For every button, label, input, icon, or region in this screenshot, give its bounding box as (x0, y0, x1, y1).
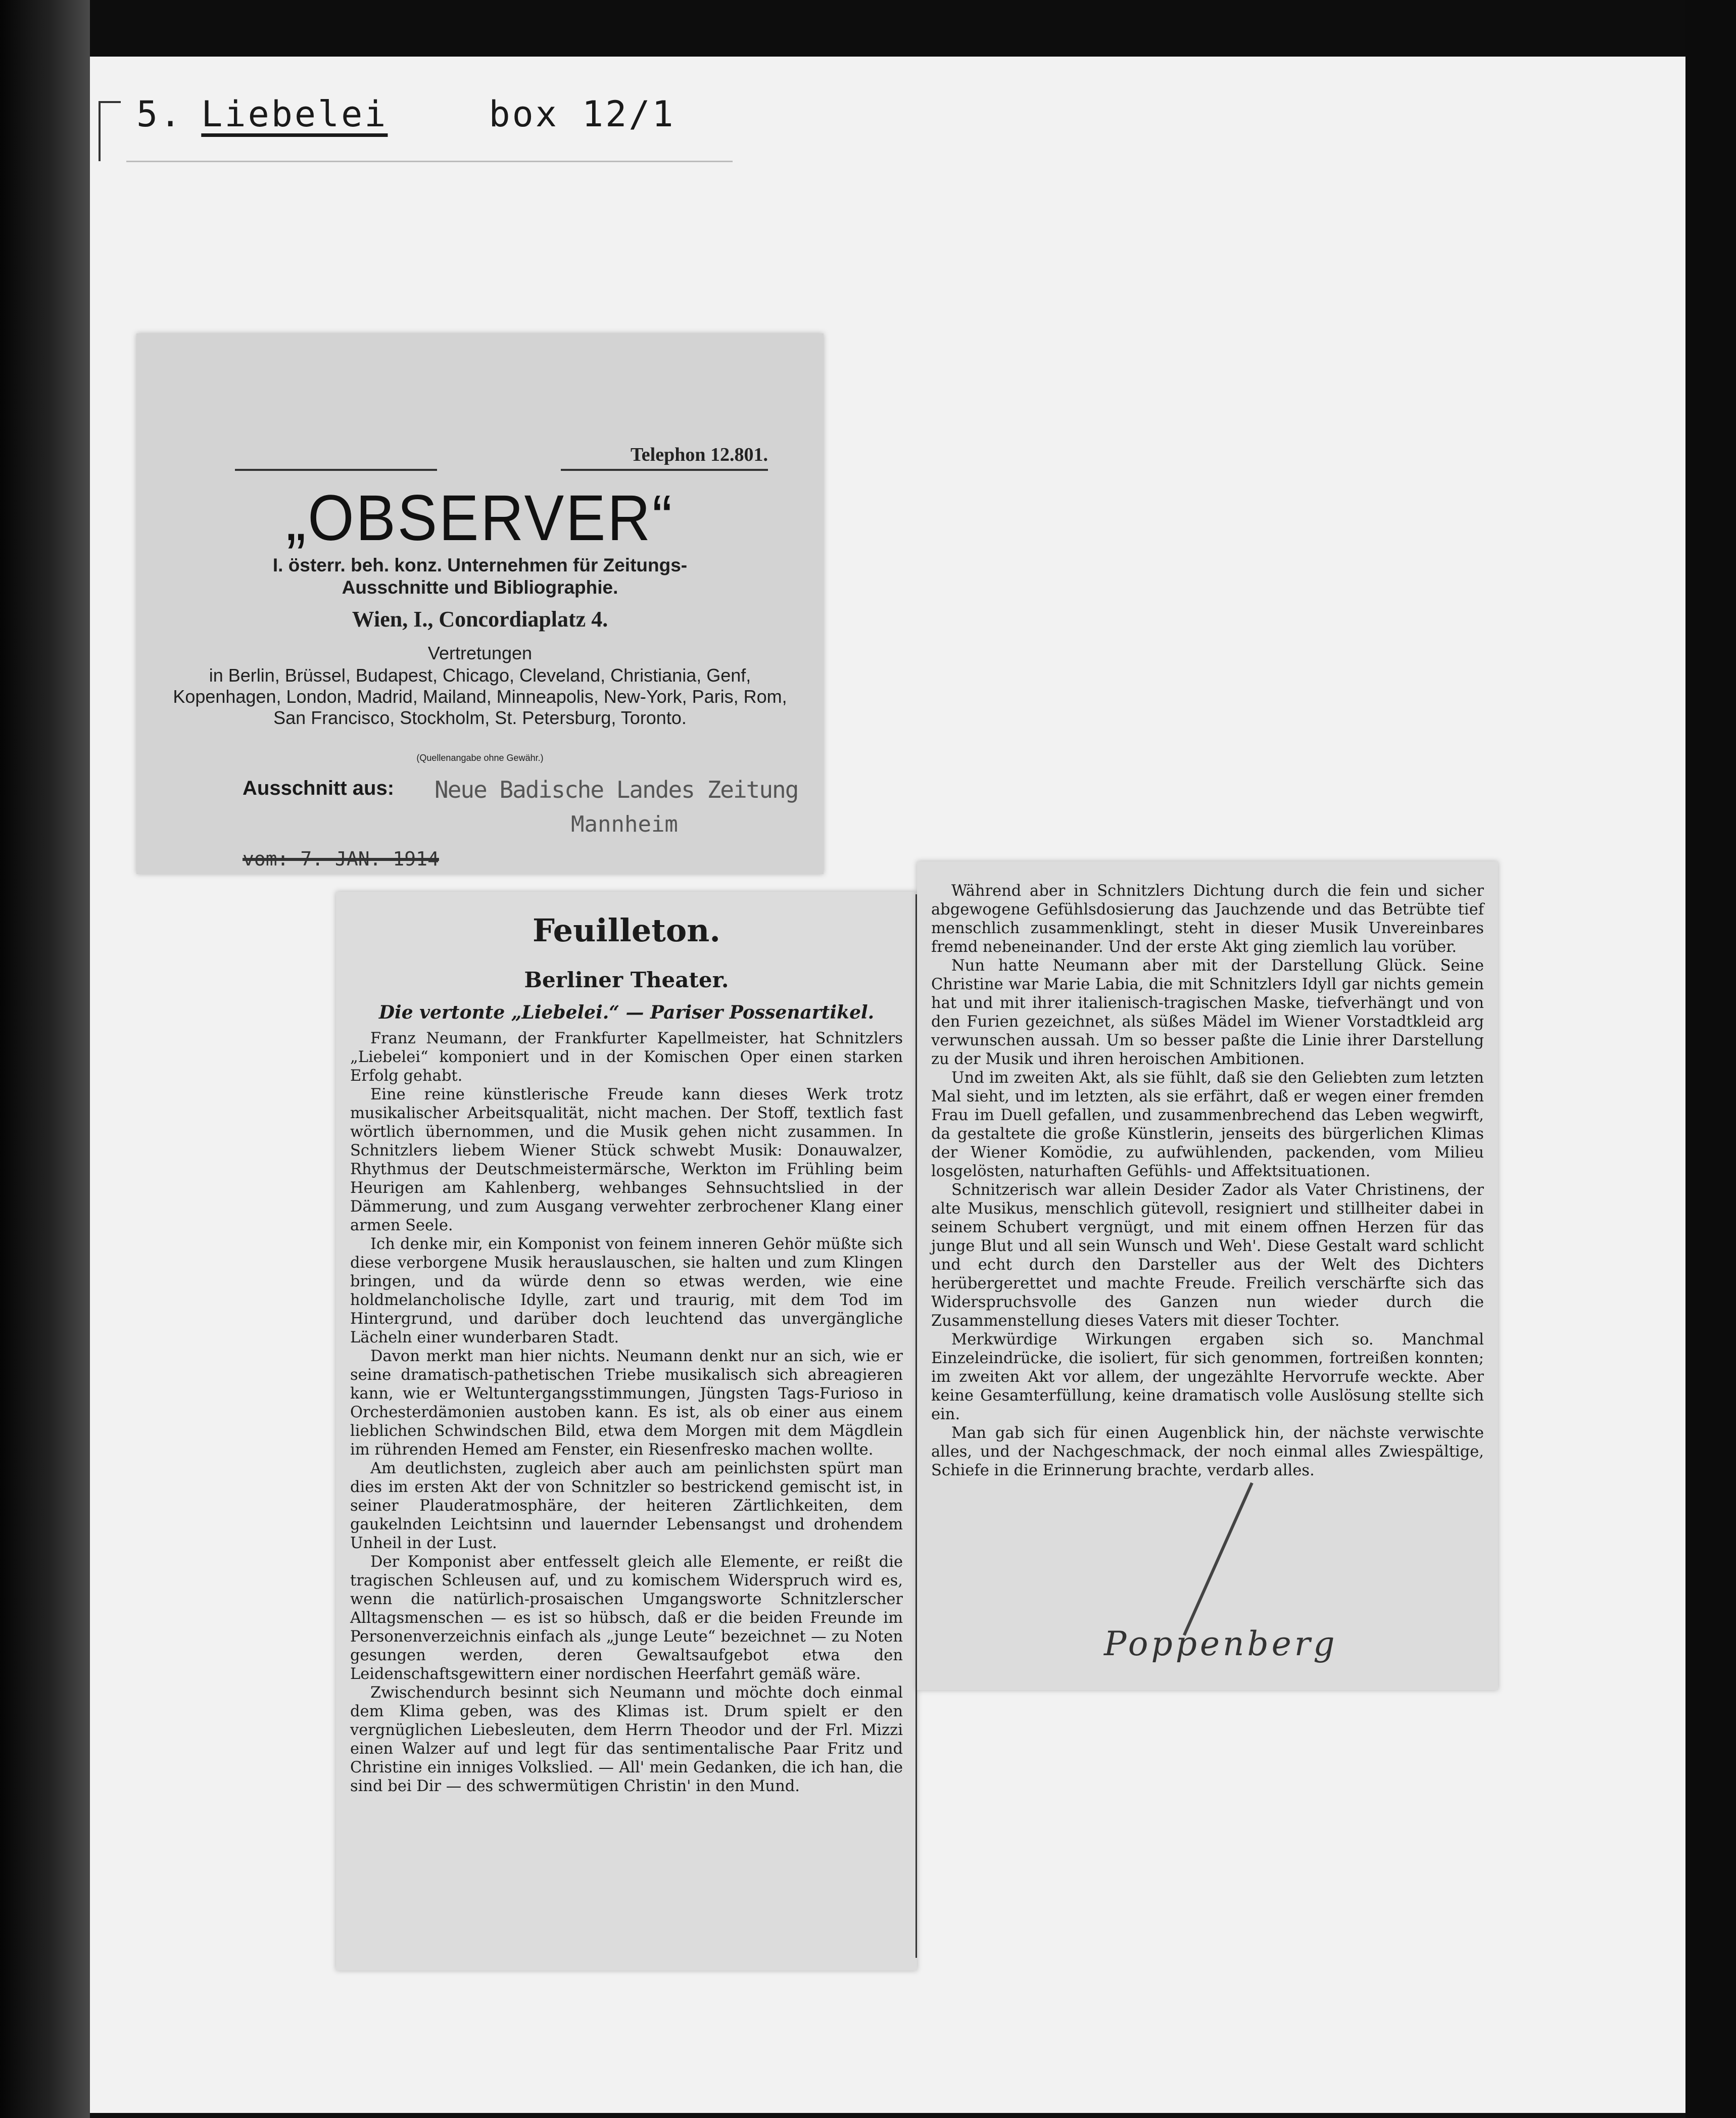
paragraph: Schnitzerisch war allein Desider Zador als Vater Christinens, der alte Musikus, menschlich gütevoll, resigniert und stillheiter dabei in seinem Schubert vergnügt, und mit einem offnen Herzen für das junge Blut und all sein Wunsch und Weh'. Diese Gestalt ward schlicht und echt durch den Darsteller aus der Welt des Dichters herübergerettet und machte Freude. Freilich verschärfte sich das Widerspruchsvolle des Ganzen nun wieder durch die Zusammenstellung dieses Vaters mit dieser Tochter. (931, 1181, 1484, 1330)
column-1-text (350, 1029, 903, 1796)
scan-border-top (0, 0, 1736, 57)
label-box: box 12/1 (489, 93, 676, 135)
paragraph: Am deutlichsten, zugleich aber auch am peinlichsten spürt man dies im ersten Akt der von Schnitzler so bestrickend gemischt ist, in seiner Plauderatmosphäre, der heiteren Zärtlichkeiten, dem gaukelnden Leichtsinn und lauernder Lebensangst und drohendem Unheil in der Lust. (350, 1460, 903, 1552)
paragraph: Während aber in Schnitzlers Dichtung durch die fein und sicher abgewogene Gefühlsdosierung das Jauchzende und das Betrübte tief menschlich zusammenklingt, steht in dieser Musik Unvereinbares fremd nebeneinander. Und der erste Akt ging ziemlich lau vorüber. (931, 882, 1484, 956)
cut-label: Ausschnitt aus: (243, 777, 395, 799)
paragraph: Merkwürdige Wirkungen ergaben sich so. Manchmal Einzeleindrücke, die isoliert, für sich genommen, fortreißen konnten; im zweiten Akt vor allem, der ungezählte Hervorrufe weckte. Aber keine Gesamterfüllung, keine dramatisch volle Auslösung stellte sich ein. (931, 1331, 1484, 1423)
observer-clipping-header (136, 333, 824, 874)
label-corner-mark (99, 101, 121, 161)
article-column-2 (917, 861, 1498, 1690)
author-signature: Poppenberg (1104, 1624, 1338, 1663)
paragraph: Davon merkt man hier nichts. Neumann denkt nur an sich, wie er seine dramatisch-pathetischen Triebe musikalisch sich abreagieren kann, wie er Weltuntergangsstimmungen, Jüngsten Tags-Furioso in Orchesterdämonien austoben kann. Es ist, als ob einer aus einem lieblichen Schwindschen Bild, etwa dem Morgen mit dem Mägdlein im rührenden Hemed am Fenster, ein Riesenfresko machen wollte. (350, 1347, 903, 1459)
column-2-text (931, 882, 1484, 1480)
date-stamp: vom: 7. JAN. 1914 (243, 848, 439, 870)
header-rule-left (235, 469, 437, 471)
paragraph: Der Komponist aber entfesselt gleich alle Elemente, er reißt die tragischen Schleusen auf, und zu komischem Widerspruch wird es, wenn die natürlich-prosaischen Umgangsworte Schnitzlerscher Alltagsmenschen — es ist so hübsch, daß er die beiden Freunde im Personenverzeichnis einfach als „junge Leute“ bezeichnet — zu Noten gesungen werden, deren Gewaltsaufgebot etwa den Leidenschaftsgewittern einer nordischen Heerfahrt gemäß wäre. (350, 1553, 903, 1683)
observer-logo: „OBSERVER“ (286, 482, 674, 554)
observer-desc-line1: I. österr. beh. konz. Unternehmen für Zeitungs- (272, 555, 688, 575)
newspaper-stamp: Neue Badische Landes Zeitung (435, 776, 798, 803)
vertretungen-heading: Vertretungen (427, 643, 533, 663)
paragraph: Man gab sich für einen Augenblick hin, der nächste verwischte alles, und der Nachgeschmack, der noch einmal alles Zwiespältige, Schiefe in die Erinnerung brachte, verdarb alles. (931, 1424, 1484, 1479)
paragraph: Franz Neumann, der Frankfurter Kapellmeister, hat Schnitzlers „Liebelei“ komponiert und in der Komischen Oper einen starken Erfolg gehabt. (350, 1030, 903, 1085)
section-title: Feuilleton. (533, 912, 720, 949)
observer-address: Wien, I., Concordiaplatz 4. (352, 607, 608, 632)
column-divider (915, 894, 917, 1958)
header-rule-right (561, 469, 768, 471)
signature-stroke (1183, 1482, 1253, 1636)
newspaper-city-stamp: Mannheim (571, 811, 678, 837)
paragraph: Und im zweiten Akt, als sie fühlt, daß sie den Geliebten zum letzten Mal sieht, und im letzten, als sie erfährt, daß er wegen einer fremden Frau im Duell gefallen, und zusammenbrechend das Leben wegwirft, da gestaltete die große Künstlerin, jenseits des bürgerlichen Klimas der Wiener Komödie, zu aufwühlenden, packenden, vom Milieu losgelösten, naturhaften Gefühls- und Affektsituationen. (931, 1069, 1484, 1180)
article-column-1 (336, 892, 917, 1970)
article-subheading: Die vertonte „Liebelei.“ — Pariser Possenartikel. (378, 1002, 875, 1023)
source-note: (Quellenangabe ohne Gewähr.) (416, 753, 544, 763)
paragraph: Nun hatte Neumann aber mit der Darstellung Glück. Seine Christine war Marie Labia, die mit Schnitzlers Idyll gar nichts gemein hat und mit ihrer italienisch-tragischen Maske, tiefverhängt und von den Furien gezeichnet, als süßes Mädel im Wiener Vorstadtkleid arg verwunschen aussah. Um so besser paßte die Linie ihrer Darstellung zu der Musik und ihren heroischen Ambitionen. (931, 957, 1484, 1068)
archive-label (136, 93, 676, 135)
scan-border-right (1685, 0, 1736, 2118)
paragraph: Zwischendurch besinnt sich Neumann und möchte doch einmal dem Klima geben, was des Klimas ist. Drum spielt er den vergnüglichen Liebesleuten, dem Herrn Theodor und der Frl. Mizzi einen Walzer auf und legt für das sentimentalische Paar Fritz und Christine ein inniges Volkslied. — All' mein Gedanken, die ich han, die sind bei Dir — des schwermütigen Christin' in den Mund. (350, 1684, 903, 1795)
scan-border-left (0, 0, 90, 2118)
telephone-number: Telephon 12.801. (630, 444, 768, 465)
paragraph: Eine reine künstlerische Freude kann dieses Werk trotz musikalischer Arbeitsqualität, nicht machen. Der Stoff, textlich fast wörtlich übernommen, und die Musik gehen nicht zusammen. In Schnitzlers liebem Wiener Stück schwebt Musik: Donauwalzer, Rhythmus der Deutschmeistermärsche, Werkton im Frühling beim Heurigen am Kahlenberg, wehbanges Sehnsuchtslied in der Dämmerung, und zum Ausgang verwehter zerbrochener Klang einer armen Seele. (350, 1086, 903, 1234)
label-rule (126, 161, 733, 162)
vertretungen-cities: in Berlin, Brüssel, Budapest, Chicago, Cleveland, Christiania, Genf, Kopenhagen, London, Madrid, Mailand, Minneapolis, New-York, Paris, Rom, San Francisco, Stockholm, St. Petersburg, Toronto. (173, 665, 787, 728)
label-number: 5. (136, 93, 183, 135)
article-heading: Berliner Theater. (524, 968, 729, 992)
observer-desc-line2: Ausschnitte und Bibliographie. (342, 577, 618, 598)
paragraph: Ich denke mir, ein Komponist von feinem inneren Gehör müßte sich diese verborgene Musik herauslauschen, sie halten und zum Klingen bringen, und da würde denn so etwas werden, wie eine holdmelancholische Idylle, zart und traurig, mit dem Tod im Hintergrund, und darüber doch leuchtend das unvergängliche Lächeln einer wunderbaren Stadt. (350, 1235, 903, 1346)
label-title: Liebelei (201, 93, 388, 135)
